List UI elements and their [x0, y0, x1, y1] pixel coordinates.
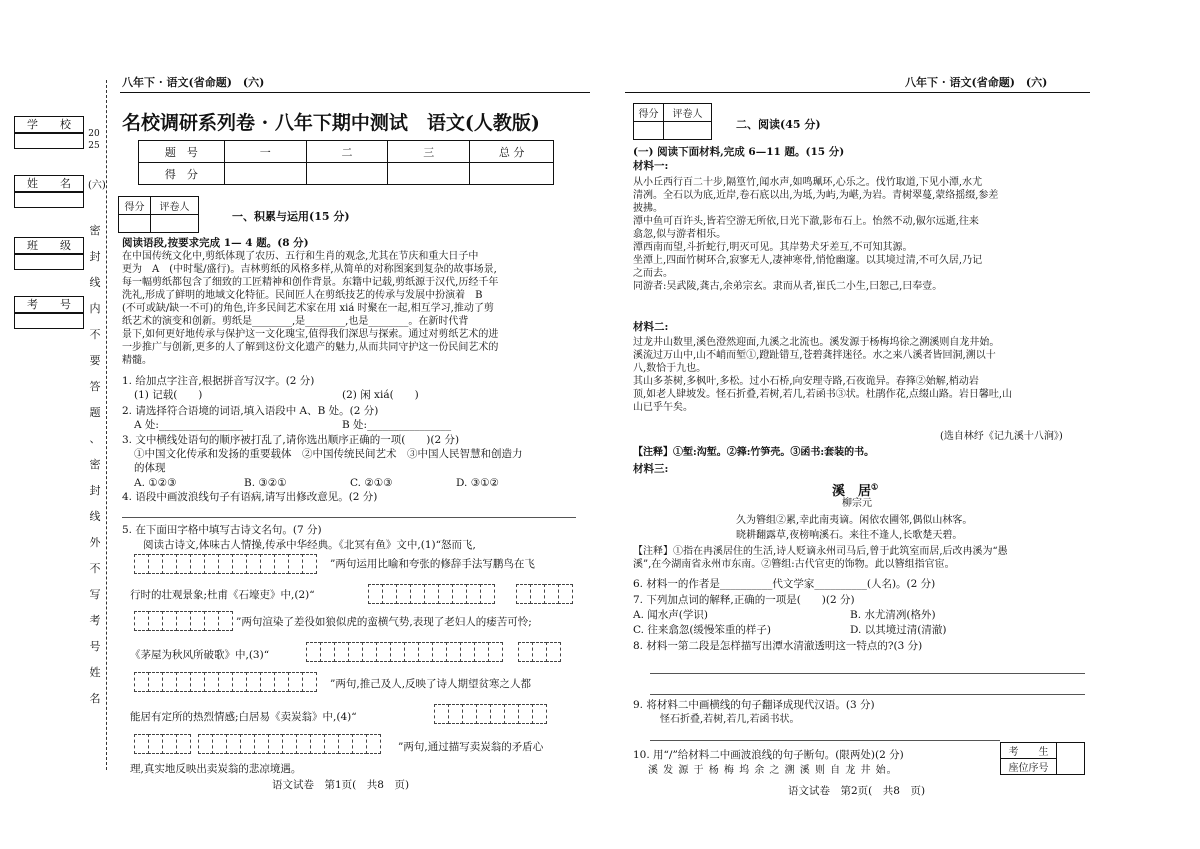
score-label-cell: 得 分 [139, 163, 225, 185]
q9: 9. 将材料二中画横线的句子翻译成现代汉语。(3 分) [633, 699, 875, 711]
text-line: 顶,如老人肆坡发。怪石折叠,若树,若几,若函书③状。杜鹃作花,点缀山路。岩日馨吐,山 [633, 389, 1013, 400]
score-header-cell: 一 [224, 141, 306, 163]
exam-no-field[interactable] [14, 313, 84, 329]
part1-intro: (一) 阅读下面材料,完成 6—11 题。(15 分) [633, 146, 845, 158]
text-line: 翕忽,似与游者相乐。 [633, 229, 727, 240]
q2-b: B 处:________________ [342, 419, 452, 431]
seal-char: 封 [89, 250, 101, 263]
score-cell[interactable] [224, 163, 306, 185]
q5-grid-4c[interactable] [198, 734, 380, 754]
q5-text-a: 阅读古诗文,体味古人情操,传承中华经典。《北冥有鱼》文中,(1)“怒而飞, [143, 539, 476, 551]
text-line: 景下,如何更好地传承与保护这一文化瑰宝,值得我们深思与探索。通过对剪纸艺术的进 [122, 329, 499, 340]
q5-grid-2c[interactable] [134, 611, 232, 631]
q8-answer-line-2[interactable] [650, 694, 1085, 695]
exam-no-label: 考 号 [14, 296, 84, 313]
name-label: 姓 名 [14, 175, 84, 192]
seal-char: 号 [89, 640, 101, 653]
q5-grid-4a[interactable] [434, 704, 546, 724]
score-table [138, 140, 554, 185]
seal-char: 要 [89, 354, 101, 367]
seal-char: 不 [89, 562, 101, 575]
text-line: 潭中鱼可百许头,皆若空游无所依,日光下澈,影布石上。怡然不动,俶尔远逝,往来 [633, 216, 979, 227]
seal-char: 不 [89, 328, 101, 341]
text-line: 纸艺术的演变和创新。剪纸是________,是________,也是________。在新时代背 [122, 316, 469, 327]
q5-text-c: 行时的壮观景象;杜甫《石壕吏》中,(2)“ [130, 589, 315, 601]
seal-char: 题 [89, 406, 101, 419]
seal-char: 考 [89, 614, 101, 627]
material2-text [633, 336, 1088, 414]
q10-sentence: 溪 发 源 于 杨 梅 坞 余 之 溯 溪 则 自 龙 井 始。 [648, 765, 898, 776]
q3-choice-d[interactable]: D. ③①② [456, 477, 499, 489]
seat-box: 考 生 座位序号 [1000, 742, 1085, 775]
section1-passage [122, 250, 580, 367]
material3-label: 材料三: [633, 463, 669, 475]
q2: 2. 请选择符合语境的词语,填入语段中 A、B 处。(2 分) [122, 405, 379, 417]
poem-note [633, 545, 1088, 571]
q7: 7. 下列加点词的解释,正确的一项是( )(2 分) [633, 594, 855, 606]
right-header: 八年下 · 语文(省命题) (六) [905, 76, 1048, 89]
score-cell[interactable] [388, 163, 470, 185]
material1-text [633, 176, 1088, 293]
seat-number-field[interactable] [1057, 743, 1085, 775]
page-title: 名校调研系列卷 · 八年下期中测试 语文(人教版) [122, 112, 540, 134]
right-header-rule [625, 92, 1090, 93]
q3-choice-a[interactable]: A. ①②③ [134, 477, 177, 489]
name-field[interactable] [14, 192, 84, 208]
q5-grid-4b[interactable] [134, 734, 190, 754]
left-header-rule [120, 92, 590, 93]
q5-text-f: ”两句,推己及人,反映了诗人期望贫寒之人都 [330, 678, 532, 690]
text-line: 之而去。 [633, 268, 673, 279]
section1-title: 一、积累与运用(15 分) [232, 210, 350, 223]
text-line: 【注释】①指在冉溪居住的生活,诗人贬谪永州司马后,曾于此筑室而居,后改冉溪为“愚 [633, 546, 1008, 557]
grader-box-2: 得分 评卷人 [633, 103, 712, 140]
poem-line-2: 晓耕翻露草,夜榜响溪石。来往不逢人,长歌楚天碧。 [736, 530, 963, 541]
text-line: 精髓。 [122, 355, 152, 366]
text-line: 披拂。 [633, 203, 663, 214]
q5-text-b: ”两句运用比喻和夸张的修辞手法写鹏鸟在飞 [330, 558, 535, 570]
score-header-cell: 三 [388, 141, 470, 163]
poem-line-1: 久为簪组②累,幸此南夷谪。闲依农圃邻,偶似山林客。 [736, 515, 973, 526]
score-cell[interactable] [306, 163, 388, 185]
score-cell[interactable] [470, 163, 554, 185]
q3-choice-c[interactable]: C. ②①③ [350, 477, 393, 489]
seal-char: 密 [89, 224, 101, 237]
q8: 8. 材料一第二段是怎样描写出潭水清澈透明这一特点的?(3 分) [633, 640, 923, 652]
text-line: 同游者:吴武陵,龚古,余弟宗玄。隶而从者,崔氏二小生,曰恕己,曰奉壹。 [633, 281, 943, 292]
seal-char: 线 [89, 276, 101, 289]
q5-grid-3c[interactable] [134, 672, 316, 692]
seal-char: 名 [89, 692, 101, 705]
q7-a[interactable]: A. 闻水声(学识) [633, 609, 708, 621]
school-label: 学 校 [14, 116, 84, 133]
q5-grid-3a[interactable] [306, 642, 502, 662]
q1: 1. 给加点字注音,根据拼音写汉字。(2 分) [122, 375, 315, 387]
q5-text-e: 《茅屋为秋风所破歌》中,(3)“ [130, 649, 270, 661]
q5-grid-2a[interactable] [368, 584, 494, 604]
seal-char: 答 [89, 380, 101, 393]
q5-text-d: ”两句渲染了差役如狼似虎的蛮横气势,表现了老妇人的痿苦可怜; [236, 616, 532, 628]
q5-grid-1[interactable] [134, 554, 316, 574]
q5-grid-3b[interactable] [518, 642, 560, 662]
seal-char: 姓 [89, 666, 101, 679]
q3-choice-b[interactable]: B. ③②① [244, 477, 287, 489]
year-vertical: 2025 [88, 129, 100, 151]
text-line: 在中国传统文化中,剪纸体现了农历、五行和生肖的观念,尤其在节庆和重大日子中 [122, 251, 479, 262]
seal-text [88, 218, 102, 712]
q2-a: A 处:________________ [134, 419, 243, 431]
code-vertical: (六) [88, 180, 106, 191]
q7-b[interactable]: B. 水尤清冽(格外) [850, 609, 936, 621]
text-line: 其山多茶树,多枫叶,多松。过小石桥,向安理寺路,石夜诡异。春箨②始解,梢动岩 [633, 376, 979, 387]
seal-char: 封 [89, 484, 101, 497]
class-label: 班 级 [14, 237, 84, 254]
q8-answer-line-1[interactable] [650, 673, 1085, 674]
text-line: 每一幅剪纸都包含了细致的工匠精神和创作背景。东籍中记载,剪纸源于汉代,历经千年 [122, 277, 499, 288]
score-header-cell: 题 号 [139, 141, 225, 163]
q5-text-g: 能居有定所的热烈情感;白居易《卖炭翁》中,(4)“ [130, 711, 357, 723]
q1-a: (1) 记载( ) [134, 389, 203, 401]
school-field[interactable] [14, 133, 84, 149]
seal-char: 密 [89, 458, 101, 471]
text-line: 过龙井山数里,溪色澄然迎面,九溪之北流也。溪发源于杨梅坞徐之溯溪则自龙井始。 [633, 337, 1000, 348]
text-line: 更为 A (中时髦/盛行)。吉林剪纸的风格多样,从简单的对称图案到复杂的故事场景, [122, 264, 497, 275]
q7-c[interactable]: C. 往来翕忽(缓慢笨重的样子) [633, 624, 772, 636]
poem-title: 溪 居① [832, 481, 879, 499]
text-line: 溪流过万山中,山不峭而堑①,蹬趾错互,苍碧龚拌迷径。水之来八溪者皆回洞,溯以十 [633, 350, 996, 361]
seal-char: 写 [89, 588, 101, 601]
text-line: 洗礼,形成了鲜明的地域文化特征。民间匠人在剪纸技艺的传承与发展中扮演着 B [122, 290, 493, 301]
section1-intro: 阅读语段,按要求完成 1— 4 题。(8 分) [122, 237, 309, 249]
score-header-cell: 总 分 [470, 141, 554, 163]
q5-grid-2b[interactable] [516, 584, 572, 604]
seal-char: 、 [89, 432, 101, 445]
binding-line [106, 80, 107, 770]
q6: 6. 材料一的作者是__________代文学家__________(人名)。(2 分) [633, 578, 936, 590]
q4-answer-line[interactable] [122, 517, 576, 518]
text-line: 坐潭上,四面竹树环合,寂寥无人,凄神寒骨,悄怆幽邃。以其境过清,不可久居,乃记 [633, 255, 983, 266]
score-header-cell: 二 [306, 141, 388, 163]
q1-b: (2) 闲 xiá( ) [342, 389, 419, 401]
class-field[interactable] [14, 254, 84, 270]
section2-title: 二、阅读(45 分) [736, 118, 821, 131]
left-footer: 语文试卷 第1页( 共8 页) [272, 779, 410, 791]
text-line: 清冽。全石以为底,近岸,卷石底以出,为坻,为屿,为嵁,为岩。青树翠蔓,蒙络摇缀,参差 [633, 190, 999, 201]
material2-label: 材料二: [633, 321, 669, 333]
q9-sentence: 怪石折叠,若树,若几,若函书状。 [660, 714, 800, 725]
q3: 3. 文中横线处语句的顺序被打乱了,请你选出顺序正确的一项( )(2 分) [122, 434, 460, 446]
text-line: 从小丘西行百二十步,隔篁竹,闻水声,如鸣珮环,心乐之。伐竹取道,下见小潭,水尤 [633, 177, 983, 188]
text-line: 潭西南而望,斗折蛇行,明灭可见。其岸势犬牙差互,不可知其源。 [633, 242, 913, 253]
q5-text-i: 理,真实地反映出卖炭翁的悲凉境遇。 [130, 763, 302, 775]
q10: 10. 用“/”给材料二中画波浪线的句子断句。(限两处)(2 分) [633, 749, 904, 761]
q4: 4. 语段中画波浪线句子有语病,请写出修改意见。(2 分) [122, 491, 378, 503]
text-line: 一步推广与创新,更多的人了解到这份文化遗产的魅力,从而共同守护这一份民间艺术的 [122, 342, 499, 353]
material1-label: 材料一: [633, 160, 669, 172]
seal-char: 线 [89, 510, 101, 523]
q7-d[interactable]: D. 以其境过清(清澈) [850, 624, 947, 636]
material2-note: 【注释】①堑:沟堑。②箨:竹笋壳。③函书:套装的书。 [633, 447, 875, 458]
q3-options-cont: 的体现 [134, 462, 166, 474]
text-line: 溪”,在今湖南省永州市东南。②簪组:古代官吏的饰物。此以簪组指官宦。 [633, 559, 955, 570]
left-header: 八年下 · 语文(省命题) (六) [122, 76, 265, 89]
text-line: 八,数恰于九也。 [633, 363, 707, 374]
grader-box-1: 得分 评卷人 [118, 196, 199, 233]
q3-options: ①中国文化传承和发扬的重要载体 ②中国传统民间艺术 ③中国人民智慧和创造力 [134, 448, 523, 460]
seal-char: 外 [89, 536, 101, 549]
q9-answer-line[interactable] [650, 740, 1000, 741]
q5: 5. 在下面田字格中填写古诗文名句。(7 分) [122, 524, 322, 536]
q5-text-h: ”两句,通过描写卖炭翁的矛盾心 [398, 741, 544, 753]
material2-source: (选自林纾《记九溪十八涧》) [940, 431, 1063, 442]
text-line: (不可或缺/缺一不可)的角色,许多民间艺术家在用 xiá 时聚在一起,相互学习,推动了剪 [122, 303, 494, 314]
poem-author: 柳宗元 [842, 498, 872, 509]
seal-char: 内 [89, 302, 101, 315]
text-line: 山已乎午矣。 [633, 402, 693, 413]
right-footer: 语文试卷 第2页( 共8 页) [788, 785, 926, 797]
